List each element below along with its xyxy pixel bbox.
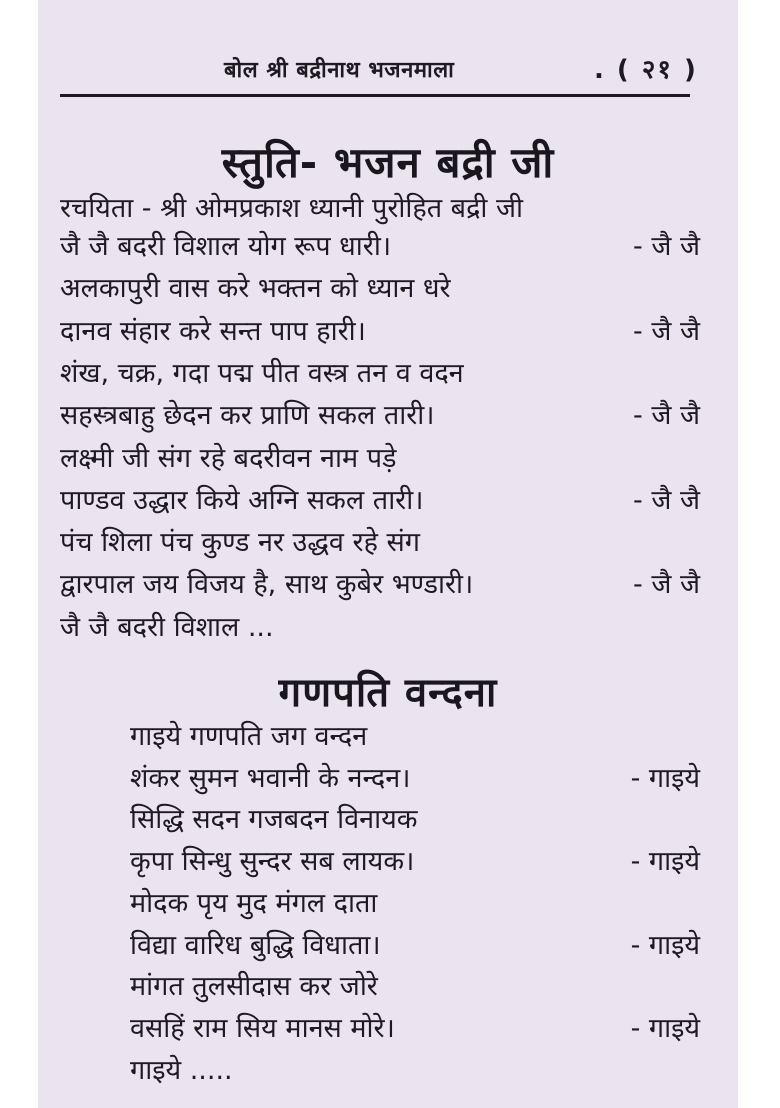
lyric-text: जै जै बदरी विशाल योग रूप धारी।	[60, 231, 392, 262]
lyric-text: गाइये .....	[130, 1054, 233, 1086]
refrain-marker: - गाइये	[630, 1012, 700, 1044]
header-rule	[60, 94, 690, 97]
refrain-marker: - गाइये	[630, 929, 700, 961]
refrain-marker: - जै जै	[633, 400, 700, 432]
lyric-line	[130, 803, 700, 837]
lyric-text: दानव संहार करे सन्त पाप हारी।	[60, 315, 366, 347]
page-number: . ( २१ )	[594, 55, 698, 85]
lyric-line	[60, 272, 700, 306]
lyric-text: लक्ष्मी जी संग रहे बदरीवन नाम पड़े	[60, 442, 397, 474]
lyric-text: कृपा सिन्धु सुन्दर सब लायक।	[130, 846, 415, 878]
lyric-text: सहस्त्रबाहु छेदन कर प्राणि सकल तारी।	[60, 400, 435, 432]
lyric-line	[60, 315, 700, 349]
lyric-line	[60, 484, 700, 518]
lyric-line	[130, 970, 700, 1004]
lyric-text: शंकर सुमन भवानी के नन्दन।	[130, 762, 411, 794]
lyric-text: मोदक पृय मुद मंगल दाता	[130, 887, 378, 919]
lyric-text: द्वारपाल जय विजय है, साथ कुबेर भण्डारी।	[60, 569, 474, 601]
lyric-line	[130, 720, 700, 754]
lyric-line	[60, 568, 700, 602]
lyric-text: पंच शिला पंच कुण्ड नर उद्धव रहे संग	[60, 527, 420, 559]
lyric-text: पाण्डव उद्धार किये अग्नि सकल तारी।	[60, 484, 424, 516]
refrain-marker: - जै जै	[633, 569, 700, 601]
lyric-line	[60, 399, 700, 433]
lyric-line	[130, 887, 700, 921]
lyric-text: विद्या वारिध बुद्धि विधाता।	[130, 929, 381, 961]
lyric-line	[130, 929, 700, 963]
section-heading-ganpati: गणपति वन्दना	[278, 670, 498, 716]
lyric-line	[60, 230, 700, 264]
header-title: बोल श्री बद्रीनाथ भजनमाला	[224, 58, 455, 83]
lyric-text: गाइये गणपति जग वन्दन	[130, 721, 368, 752]
lyric-line	[60, 442, 700, 476]
author-line: रचयिता - श्री ओमप्रकाश ध्यानी पुरोहित बद्री जी	[60, 193, 524, 224]
lyric-text: सिद्धि सदन गजबदन विनायक	[130, 804, 418, 836]
refrain-marker: - जै जै	[633, 484, 700, 516]
refrain-marker: - जै जै	[633, 315, 700, 347]
lyric-line	[130, 762, 700, 796]
refrain-marker: - गाइये	[630, 846, 700, 878]
lyric-text: जै जै बदरी विशाल ...	[60, 611, 274, 643]
lyric-line	[60, 526, 700, 560]
running-header	[38, 50, 738, 90]
lyric-text: वसहिं राम सिय मानस मोरे।	[130, 1012, 395, 1044]
lyric-text: अलकापुरी वास करे भक्तन को ध्यान धरे	[60, 273, 451, 305]
lyric-text: मांगत तुलसीदास कर जोरे	[130, 971, 378, 1003]
refrain-marker: - जै जै	[633, 231, 700, 262]
lyric-line	[60, 357, 700, 391]
lyric-line	[130, 845, 700, 879]
lyric-line	[130, 1054, 700, 1088]
book-page	[38, 0, 738, 1108]
lyric-line	[130, 1012, 700, 1046]
lyric-text: शंख, चक्र, गदा पद्म पीत वस्त्र तन व वदन	[60, 357, 464, 389]
section-heading-stuti: स्तुति- भजन बद्री जी	[221, 138, 555, 187]
lyric-line	[60, 611, 700, 645]
refrain-marker: - गाइये	[630, 762, 700, 794]
